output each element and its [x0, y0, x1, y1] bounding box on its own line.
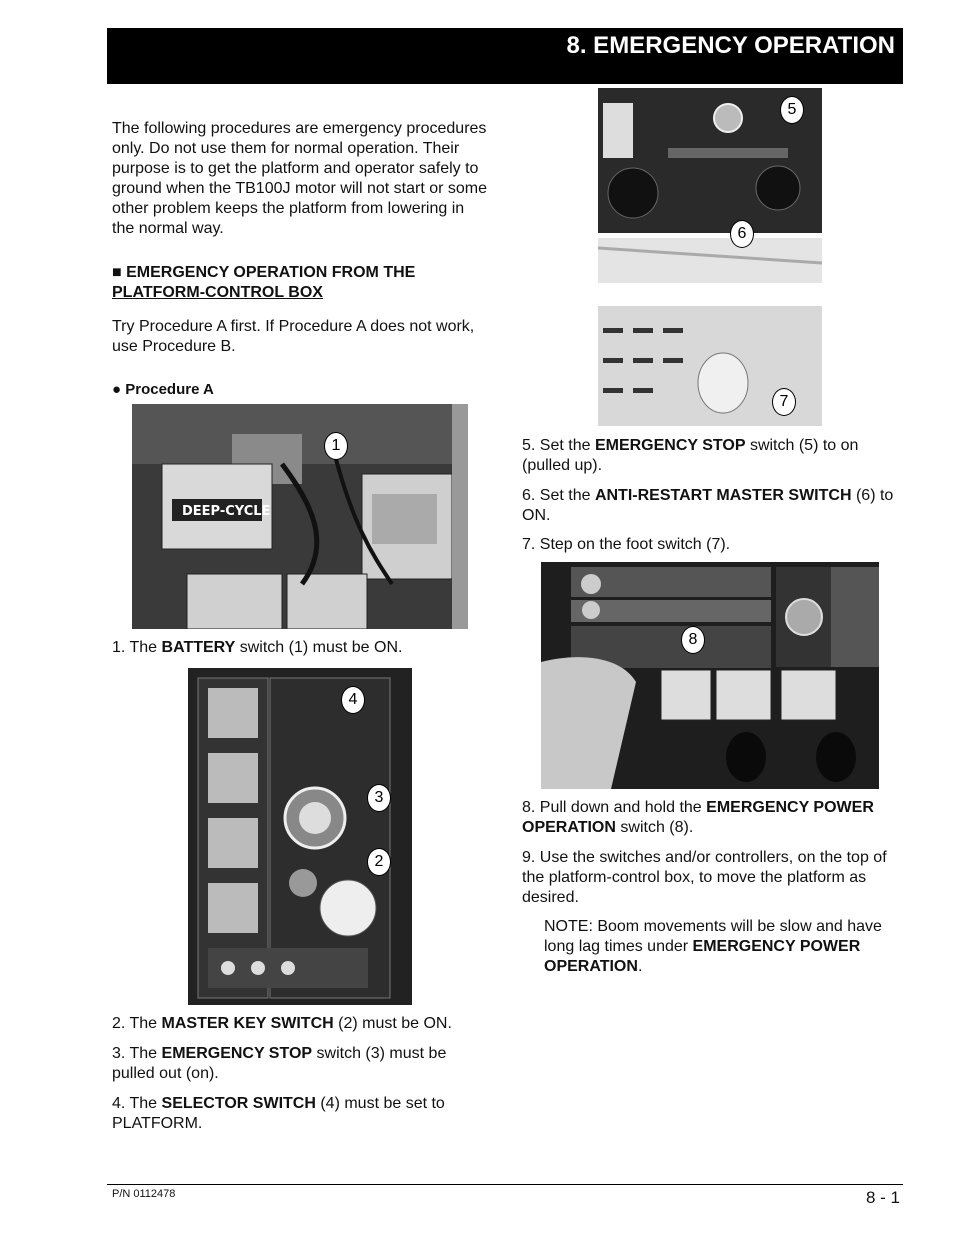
square-bullet-icon: ■ — [112, 264, 122, 281]
step-7: 7. Step on the foot switch (7). — [522, 536, 731, 553]
procedure-heading — [112, 380, 214, 400]
page-number: 8 - 1 — [865, 1188, 900, 1207]
emergency-power-image — [541, 562, 879, 789]
callout-7: 7 — [772, 388, 796, 416]
step-4: 4. The SELECTOR SWITCH (4) must be set to PLATFORM. — [112, 1095, 445, 1132]
section-title-line1: EMERGENCY OPERATION FROM THE — [126, 264, 416, 281]
section-text: Try Procedure A first. If Procedure A does not work, use Procedure B. — [112, 318, 475, 355]
section-title-line2: PLATFORM-CONTROL BOX — [112, 284, 323, 301]
callout-2: 2 — [367, 848, 391, 876]
step-3: 3. The EMERGENCY STOP switch (3) must be pulled out (on). — [112, 1045, 447, 1082]
battery-brand-text: DEEP-CYCLE — [182, 504, 271, 519]
emergency-power-photo — [541, 562, 879, 789]
step-2: 2. The MASTER KEY SWITCH (2) must be ON. — [112, 1015, 452, 1032]
control-panel-photo — [188, 668, 412, 1005]
battery-photo — [132, 404, 468, 629]
platform-box-photo — [598, 88, 822, 426]
section-heading — [112, 263, 492, 303]
callout-8: 8 — [681, 626, 705, 654]
page-title: 8. EMERGENCY OPERATION — [566, 32, 895, 59]
part-number: P/N 0112478 — [112, 1188, 176, 1200]
callout-3: 3 — [367, 784, 391, 812]
step-8: 8. Pull down and hold the EMERGENCY POWER OPERATION switch (8). — [522, 799, 874, 836]
intro-paragraph: The following procedures are emergency procedures only. Do not use them for normal operation. Their purpose is to get the platform and operator safely to ground when the TB100J motor will not start or some other problem keeps the platform from lowering in the normal way. — [112, 120, 487, 237]
control-panel-image — [188, 668, 412, 1005]
step-9: 9. Use the switches and/or controllers, on the top of the platform-control box, to move the platform as desired. — [522, 849, 887, 906]
step-6: 6. Set the ANTI-RESTART MASTER SWITCH (6) to ON. — [522, 487, 894, 524]
circle-bullet-icon: ● — [112, 381, 122, 398]
procedure-label: Procedure A — [125, 381, 214, 398]
footer-rule — [107, 1184, 903, 1185]
callout-6: 6 — [730, 220, 754, 248]
callout-5: 5 — [780, 96, 804, 124]
step-1: 1. The BATTERY switch (1) must be ON. — [112, 639, 403, 656]
platform-box-image — [598, 88, 822, 426]
header-bar — [107, 28, 903, 84]
callout-1: 1 — [324, 432, 348, 460]
callout-4: 4 — [341, 686, 365, 714]
step-5: 5. Set the EMERGENCY STOP switch (5) to on (pulled up). — [522, 437, 859, 474]
note: NOTE: Boom movements will be slow and have long lag times under EMERGENCY POWER OPERATION. — [544, 918, 882, 975]
battery-compartment-image — [132, 404, 468, 629]
